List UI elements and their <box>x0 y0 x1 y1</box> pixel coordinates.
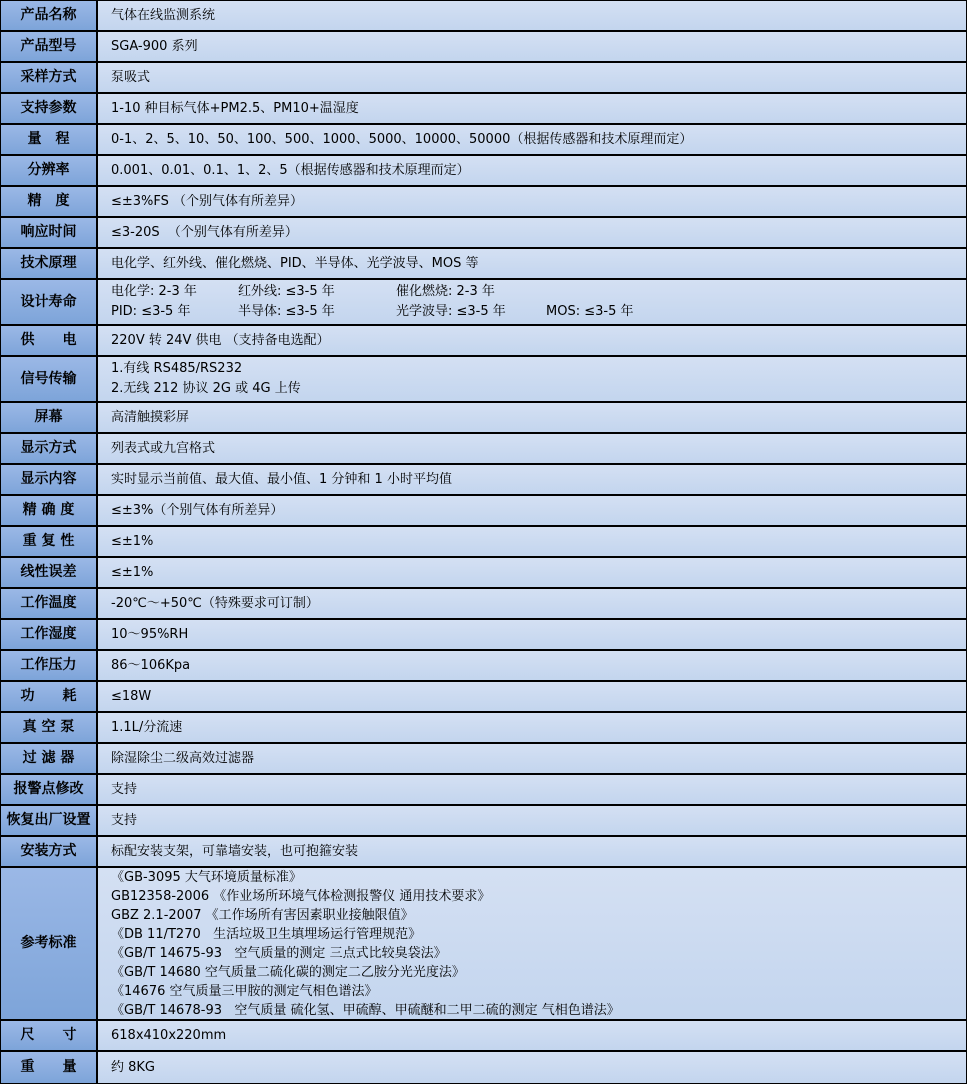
table-row <box>1 94 966 125</box>
row-value <box>98 63 966 92</box>
table-row <box>1 651 966 682</box>
value-line: -20℃～+50℃（特殊要求可订制） <box>111 595 319 611</box>
row-value <box>98 713 966 742</box>
value-line: 电化学、红外线、催化燃烧、PID、半导体、光学波导、MOS 等 <box>111 255 479 271</box>
table-row <box>1 218 966 249</box>
row-value <box>98 434 966 463</box>
value-line: 列表式或九宫格式 <box>111 440 216 456</box>
value-line: 618x410x220mm <box>111 1027 227 1043</box>
table-row <box>1 775 966 806</box>
table-row <box>1 465 966 496</box>
value-line: 气体在线监测系统 <box>111 7 216 23</box>
row-label: 参考标准 <box>1 868 98 1019</box>
row-value <box>98 326 966 355</box>
row-label: 屏幕 <box>1 403 98 432</box>
row-value <box>98 775 966 804</box>
row-value <box>98 1 966 30</box>
value-line: ≤±3%FS （个别气体有所差异） <box>111 193 304 209</box>
table-row <box>1 280 966 326</box>
value-line: 《14676 空气质量三甲胺的测定气相色谱法》 <box>111 983 378 999</box>
row-label: 工作压力 <box>1 651 98 680</box>
row-value <box>98 357 966 401</box>
row-label: 线性误差 <box>1 558 98 587</box>
row-label: 精 确 度 <box>1 496 98 525</box>
table-row <box>1 434 966 465</box>
table-row <box>1 1052 966 1083</box>
table-row <box>1 32 966 63</box>
value-line: 1.1L/分流速 <box>111 719 183 735</box>
row-value <box>98 496 966 525</box>
value-line: 实时显示当前值、最大值、最小值、1 分钟和 1 小时平均值 <box>111 471 452 487</box>
value-line: 10～95%RH <box>111 626 189 642</box>
value-line: 1.有线 RS485/RS232 <box>111 361 243 376</box>
row-value <box>98 403 966 432</box>
row-label: 安装方式 <box>1 837 98 866</box>
row-value <box>98 837 966 866</box>
value-segment: PID: ≤3-5 年 <box>111 304 191 319</box>
row-value <box>98 682 966 711</box>
row-label: 真 空 泵 <box>1 713 98 742</box>
row-value <box>98 187 966 216</box>
value-segment: 催化燃烧: 2-3 年 <box>396 284 495 299</box>
value-segment: 电化学: 2-3 年 <box>111 284 197 299</box>
row-value <box>98 589 966 618</box>
row-label: 功 耗 <box>1 682 98 711</box>
row-value <box>98 32 966 61</box>
row-label: 量 程 <box>1 125 98 154</box>
value-line: 86～106Kpa <box>111 657 191 673</box>
table-row <box>1 63 966 94</box>
value-line: 支持 <box>111 781 138 797</box>
table-row <box>1 156 966 187</box>
value-segment: MOS: ≤3-5 年 <box>546 304 634 319</box>
row-label: 报警点修改 <box>1 775 98 804</box>
row-value <box>98 280 966 324</box>
row-value <box>98 558 966 587</box>
row-label: 过 滤 器 <box>1 744 98 773</box>
row-value <box>98 744 966 773</box>
row-value <box>98 218 966 247</box>
value-line <box>111 302 960 322</box>
row-label: 尺 寸 <box>1 1021 98 1050</box>
table-row <box>1 589 966 620</box>
row-value <box>98 94 966 123</box>
row-label: 显示方式 <box>1 434 98 463</box>
row-label: 重 复 性 <box>1 527 98 556</box>
value-segment <box>546 282 960 302</box>
row-label: 工作湿度 <box>1 620 98 649</box>
value-line: 标配安装支架，可靠墙安装，也可抱箍安装 <box>111 843 359 859</box>
row-value <box>98 651 966 680</box>
value-line: 《GB/T 14675-93 空气质量的测定 三点式比较臭袋法》 <box>111 945 447 961</box>
value-line: 《GB-3095 大气环境质量标准》 <box>111 869 302 885</box>
table-row <box>1 1 966 32</box>
row-label: 采样方式 <box>1 63 98 92</box>
table-row <box>1 326 966 357</box>
table-row <box>1 527 966 558</box>
value-segment: 半导体: ≤3-5 年 <box>238 304 335 319</box>
table-row <box>1 837 966 868</box>
table-row <box>1 744 966 775</box>
value-line: GB12358-2006 《作业场所环境气体检测报警仪 通用技术要求》 <box>111 888 491 904</box>
value-line: 《GB/T 14678-93 空气质量 硫化氢、甲硫醇、甲硫醚和二甲二硫的测定 气相色谱法》 <box>111 1002 620 1018</box>
value-line: 支持 <box>111 812 138 828</box>
value-line: GBZ 2.1-2007 《工作场所有害因素职业接触限值》 <box>111 907 414 923</box>
value-line: 220V 转 24V 供电 （支持备电选配） <box>111 332 330 348</box>
value-line: 高清触摸彩屏 <box>111 409 190 425</box>
value-segment: 光学波导: ≤3-5 年 <box>396 304 506 319</box>
value-line: SGA-900 系列 <box>111 38 198 54</box>
value-line: 约 8KG <box>111 1059 156 1075</box>
row-value <box>98 156 966 185</box>
row-label: 分辨率 <box>1 156 98 185</box>
value-line: ≤3-20S （个别气体有所差异） <box>111 224 298 240</box>
table-row <box>1 357 966 403</box>
row-value <box>98 868 966 1019</box>
table-row <box>1 403 966 434</box>
value-line: ≤±1% <box>111 533 154 549</box>
row-label: 产品型号 <box>1 32 98 61</box>
row-value <box>98 806 966 835</box>
table-row <box>1 558 966 589</box>
row-label: 显示内容 <box>1 465 98 494</box>
row-label: 响应时间 <box>1 218 98 247</box>
row-value <box>98 527 966 556</box>
row-label: 产品名称 <box>1 1 98 30</box>
value-line: 0.001、0.01、0.1、1、2、5（根据传感器和技术原理而定） <box>111 162 470 178</box>
value-line: 0-1、2、5、10、50、100、500、1000、5000、10000、50000（根据传感器和技术原理而定） <box>111 131 693 147</box>
row-label: 技术原理 <box>1 249 98 278</box>
table-row <box>1 496 966 527</box>
table-row <box>1 713 966 744</box>
table-row <box>1 682 966 713</box>
row-label: 支持参数 <box>1 94 98 123</box>
row-value <box>98 620 966 649</box>
value-line: 1-10 种目标气体+PM2.5、PM10+温湿度 <box>111 100 359 116</box>
table-row <box>1 249 966 280</box>
value-line: ≤±1% <box>111 564 154 580</box>
row-value <box>98 1021 966 1050</box>
table-row <box>1 868 966 1021</box>
value-line: 除湿除尘二级高效过滤器 <box>111 750 255 766</box>
value-line: 泵吸式 <box>111 69 151 85</box>
row-label: 精 度 <box>1 187 98 216</box>
value-line: 《GB/T 14680 空气质量二硫化碳的测定二乙胺分光光度法》 <box>111 964 465 980</box>
value-line: ≤±3%（个别气体有所差异） <box>111 502 284 518</box>
row-value <box>98 465 966 494</box>
row-label: 信号传输 <box>1 357 98 401</box>
table-row <box>1 1021 966 1052</box>
table-row <box>1 806 966 837</box>
value-line: 2.无线 212 协议 2G 或 4G 上传 <box>111 381 301 396</box>
value-line: 《DB 11/T270 生活垃圾卫生填埋场运行管理规范》 <box>111 926 422 942</box>
row-label: 设计寿命 <box>1 280 98 324</box>
table-row <box>1 125 966 156</box>
value-segment: 红外线: ≤3-5 年 <box>238 284 335 299</box>
row-label: 重 量 <box>1 1052 98 1083</box>
row-value <box>98 249 966 278</box>
table-row <box>1 187 966 218</box>
row-label: 供 电 <box>1 326 98 355</box>
row-label: 恢复出厂设置 <box>1 806 98 835</box>
row-value <box>98 125 966 154</box>
value-line <box>111 282 960 302</box>
value-line: ≤18W <box>111 688 152 704</box>
row-value <box>98 1052 966 1083</box>
table-row <box>1 620 966 651</box>
row-label: 工作温度 <box>1 589 98 618</box>
